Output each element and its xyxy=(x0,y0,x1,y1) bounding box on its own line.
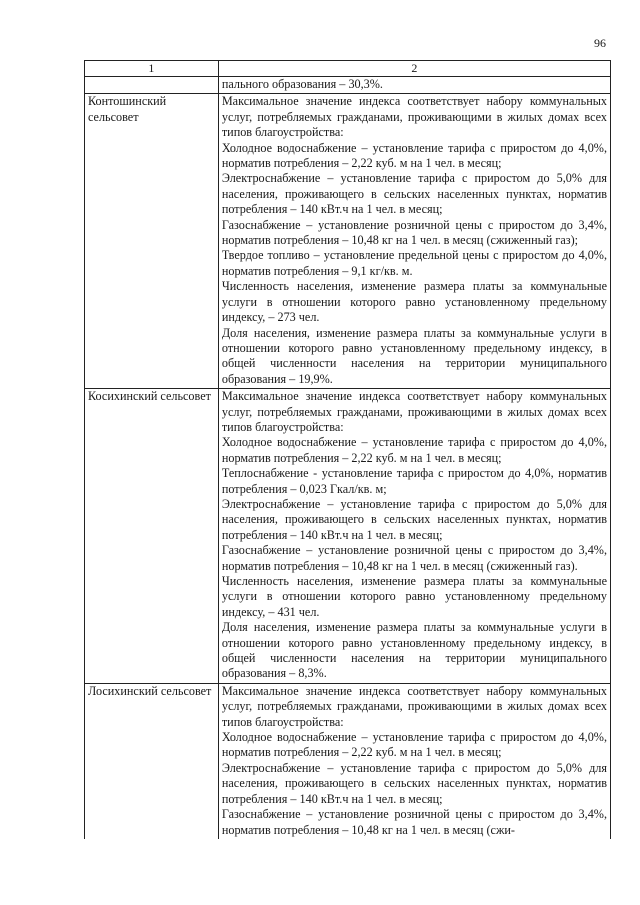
paragraph: Численность населения, изменение размера платы за коммунальные услуги в отношении которого равно установленному предельному индексу, – 431 чел. xyxy=(221,574,607,619)
paragraph: Холодное водоснабжение – установление тарифа с приростом до 4,0%, норматив потребления – 2,22 куб. м на 1 чел. в месяц; xyxy=(221,140,607,171)
paragraph: Электроснабжение – установление тарифа с приростом до 5,0% для населения, проживающего в сельских населенных пунктах, норматив потребления – 140 кВт.ч на 1 чел. в месяц; xyxy=(221,496,607,542)
paragraph: Численность населения, изменение размера платы за коммунальные услуги в отношении которого равно установленному предельному индексу, – 273 чел. xyxy=(221,279,607,325)
paragraph: Газоснабжение – установление розничной цены с приростом до 3,4%, норматив потребления – 10,48 кг на 1 чел. в месяц (сжиженный газ). xyxy=(221,543,607,573)
paragraph: Электроснабжение – установление тарифа с приростом до 5,0% для населения, проживающего в сельских населенных пунктах, норматив потребления – 140 кВт.ч на 1 чел. в месяц; xyxy=(221,171,607,217)
row-description xyxy=(218,683,610,839)
tariff-table xyxy=(84,60,611,839)
row-description xyxy=(218,94,610,389)
paragraph: Максимальное значение индекса соответствует набору коммунальных услуг, потребляемых гражданами, проживающими в жилых домах всех типов благоустройства: xyxy=(221,683,607,729)
paragraph: Твердое топливо – установление предельной цены с приростом до 4,0%, норматив потребления – 9,1 кг/кв. м. xyxy=(221,248,607,278)
paragraph: Максимальное значение индекса соответствует набору коммунальных услуг, потребляемых гражданами, проживающими в жилых домах всех типов благоустройства: xyxy=(221,389,607,434)
table-row xyxy=(85,77,611,94)
paragraph: Доля населения, изменение размера платы за коммунальные услуги в отношении которого равно установленному предельному индексу, в общей численности населения на территории муниципального образования – 19,9%. xyxy=(221,325,607,386)
municipality-name: Контошинский сельсовет xyxy=(85,94,219,389)
paragraph: Газоснабжение – установление розничной цены с приростом до 3,4%, норматив потребления – 10,48 кг на 1 чел. в месяц (сжи- xyxy=(221,807,607,837)
paragraph: Холодное водоснабжение – установление тарифа с приростом до 4,0%, норматив потребления – 2,22 куб. м на 1 чел. в месяц; xyxy=(221,435,607,465)
table-header-row xyxy=(85,61,611,77)
municipality-name: Лосихинский сельсовет xyxy=(85,683,219,839)
municipality-name xyxy=(85,77,219,94)
page-number: 96 xyxy=(594,36,606,50)
paragraph: Доля населения, изменение размера платы за коммунальные услуги в отношении которого равно установленному предельному индексу, в общей численности населения на территории муниципального образования – 8,3%. xyxy=(221,620,607,681)
paragraph: Максимальное значение индекса соответствует набору коммунальных услуг, потребляемых гражданами, проживающими в жилых домах всех типов благоустройства: xyxy=(221,94,607,140)
paragraph: Газоснабжение – установление розничной цены с приростом до 3,4%, норматив потребления – 10,48 кг на 1 чел. в месяц (сжиженный газ); xyxy=(221,217,607,248)
paragraph: Холодное водоснабжение – установление тарифа с приростом до 4,0%, норматив потребления – 2,22 куб. м на 1 чел. в месяц; xyxy=(221,730,607,760)
municipality-name: Косихинский сельсовет xyxy=(85,389,219,684)
header-col-1: 1 xyxy=(85,61,219,77)
paragraph: пального образования – 30,3%. xyxy=(221,77,383,91)
paragraph: Электроснабжение – установление тарифа с приростом до 5,0% для населения, проживающего в сельских населенных пунктах, норматив потребления – 140 кВт.ч на 1 чел. в месяц; xyxy=(221,760,607,806)
row-description xyxy=(218,389,610,684)
row-description xyxy=(218,77,610,94)
paragraph: Теплоснабжение - установление тарифа с приростом до 4,0%, норматив потребления – 0,023 Гкал/кв. м; xyxy=(221,466,607,496)
table-row xyxy=(85,94,611,389)
table-row xyxy=(85,389,611,684)
header-col-2: 2 xyxy=(218,61,610,77)
table-row xyxy=(85,683,611,839)
